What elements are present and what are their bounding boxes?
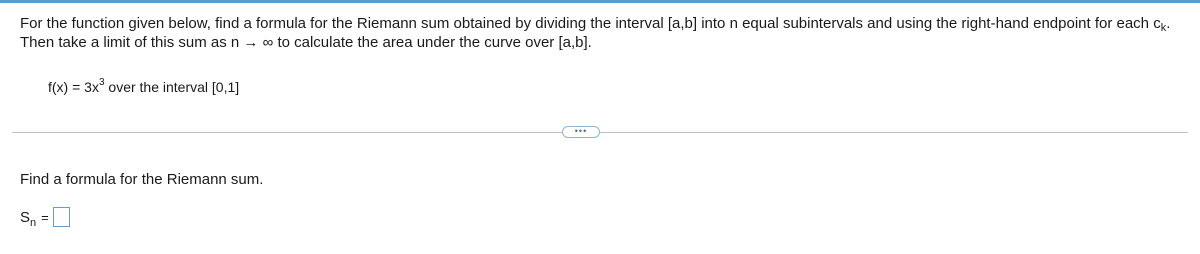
ellipsis-icon: ••• xyxy=(574,126,588,136)
question-prompt: Find a formula for the Riemann sum. xyxy=(20,171,264,188)
function-exponent: 3 xyxy=(98,77,105,88)
question-text xyxy=(20,14,1190,52)
section-divider-left xyxy=(12,132,562,133)
answer-label-subscript: n xyxy=(30,216,37,229)
question-subscript: k xyxy=(1160,22,1167,34)
section-divider-right xyxy=(600,132,1188,133)
top-accent-rule xyxy=(0,0,1200,3)
show-more-button[interactable] xyxy=(562,126,600,138)
function-suffix: over the interval [0,1] xyxy=(104,79,240,95)
question-part1: For the function given below, find a formula for the Riemann sum obtained by dividing the interval [a,b] into n equal subintervals and using the right-hand endpoint for each c xyxy=(20,15,1161,32)
answer-label-main: S xyxy=(20,208,31,226)
equals-sign: = xyxy=(41,209,49,225)
function-prefix: f(x) = 3x xyxy=(48,79,99,95)
answer-row xyxy=(20,205,70,229)
function-statement xyxy=(48,79,239,95)
question-part2: . Then take a limit of this sum as n → ∞ to calculate the area under the curve over [a,b]. xyxy=(20,15,1171,51)
answer-label xyxy=(20,208,37,229)
answer-input-box[interactable] xyxy=(53,207,70,227)
